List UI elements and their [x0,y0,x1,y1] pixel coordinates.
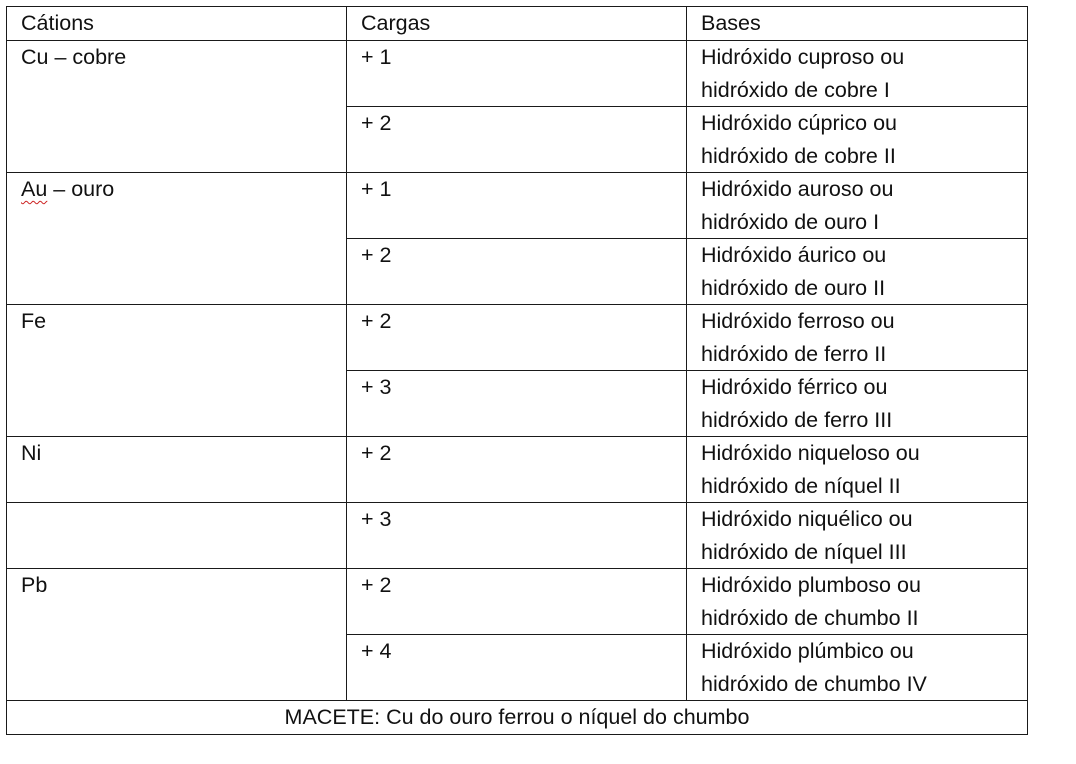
hydroxide-nomenclature-table [6,6,1028,735]
charge-cell: + 2 [347,437,687,503]
base-name-line2: hidróxido de chumbo II [701,605,919,630]
base-cell [687,437,1028,503]
table-row [7,503,1028,569]
cation-name: – ouro [47,177,115,201]
charge-cell: + 3 [347,371,687,437]
cation-cell [7,569,347,701]
cation-cell [7,173,347,305]
table-row [7,305,1028,371]
base-name-line1: Hidróxido áurico ou [701,243,887,267]
charge-cell: + 2 [347,107,687,173]
cation-symbol: Ni [21,441,42,465]
header-cations: Cátions [7,7,347,41]
header-bases: Bases [687,7,1028,41]
base-cell [687,173,1028,239]
base-cell [687,569,1028,635]
charge-cell: + 1 [347,173,687,239]
base-cell [687,503,1028,569]
base-name-line2: hidróxido de ferro II [701,341,887,366]
cation-name: – cobre [48,45,127,69]
base-name-line1: Hidróxido cúprico ou [701,111,897,135]
base-name-line2: hidróxido de cobre I [701,77,890,102]
base-cell [687,41,1028,107]
base-name-line2: hidróxido de ouro II [701,275,886,300]
cation-symbol: Au [21,177,48,201]
base-name-line2: hidróxido de níquel II [701,473,901,498]
base-name-line1: Hidróxido niquélico ou [701,507,913,531]
base-cell [687,371,1028,437]
table-row [7,41,1028,107]
base-name-line1: Hidróxido plúmbico ou [701,639,914,663]
mnemonic-text: MACETE: Cu do ouro ferrou o níquel do chumbo [7,701,1028,735]
base-name-line1: Hidróxido auroso ou [701,177,894,201]
header-charges: Cargas [347,7,687,41]
charge-cell: + 3 [347,503,687,569]
cation-symbol: Fe [21,309,47,333]
base-cell [687,305,1028,371]
charge-cell: + 2 [347,569,687,635]
cation-cell [7,503,347,569]
table-row [7,437,1028,503]
table-row [7,569,1028,635]
cation-symbol: Pb [21,573,48,597]
base-name-line1: Hidróxido férrico ou [701,375,888,399]
footer-row [7,701,1028,735]
table-row [7,173,1028,239]
base-name-line2: hidróxido de cobre II [701,143,896,168]
charge-cell: + 2 [347,305,687,371]
base-name-line2: hidróxido de níquel III [701,539,907,564]
charge-cell: + 2 [347,239,687,305]
header-row [7,7,1028,41]
base-name-line2: hidróxido de ferro III [701,407,893,432]
cation-cell [7,305,347,437]
cation-cell [7,437,347,503]
base-name-line1: Hidróxido plumboso ou [701,573,921,597]
base-name-line1: Hidróxido niqueloso ou [701,441,920,465]
base-name-line2: hidróxido de ouro I [701,209,880,234]
charge-cell: + 4 [347,635,687,701]
charge-cell: + 1 [347,41,687,107]
base-cell [687,635,1028,701]
base-name-line2: hidróxido de chumbo IV [701,671,927,696]
cation-cell [7,41,347,173]
base-name-line1: Hidróxido ferroso ou [701,309,895,333]
cation-symbol: Cu [21,45,49,69]
base-name-line1: Hidróxido cuproso ou [701,45,905,69]
table-body [7,7,1028,735]
base-cell [687,239,1028,305]
base-cell [687,107,1028,173]
